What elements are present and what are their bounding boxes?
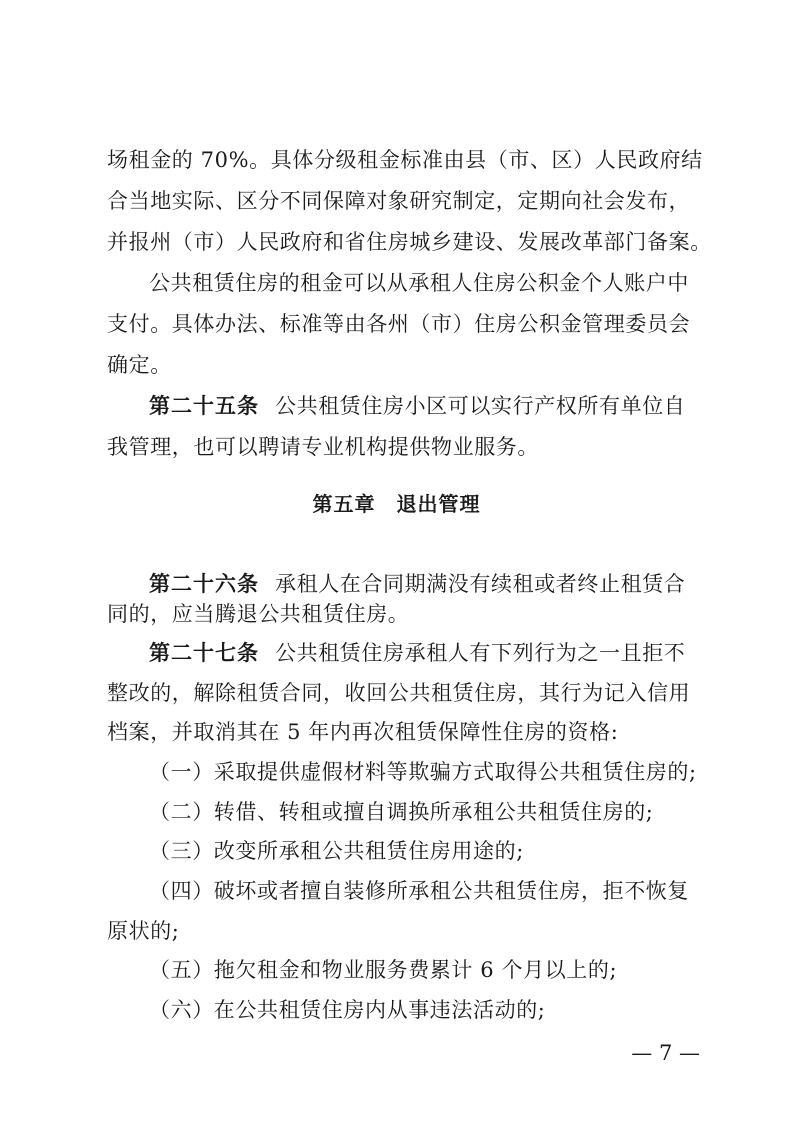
article-27: [149, 638, 691, 668]
paragraph-line: 原状的;: [107, 919, 180, 943]
paragraph-line: 场租金的 70%。具体分级租金标准由县（市、区）人民政府结: [107, 148, 703, 172]
list-item: （四）破坏或者擅自装修所承租公共租赁住房，拒不恢复: [149, 879, 689, 903]
list-item: （一）采取提供虚假材料等欺骗方式取得公共租赁住房的;: [149, 760, 697, 784]
article-text: 承租人在合同期满没有续租或者终止租赁合: [275, 572, 686, 596]
article-label: 第二十五条: [149, 394, 259, 418]
paragraph-line: 并报州（市）人民政府和省住房城乡建设、发展改革部门备案。: [107, 230, 712, 254]
paragraph-line: 公共租赁住房的租金可以从承租人住房公积金个人账户中: [149, 271, 689, 295]
list-item: （三）改变所承租公共租赁住房用途的;: [149, 839, 524, 863]
paragraph-line: 整改的，解除租赁合同，收回公共租赁住房，其行为记入信用: [107, 681, 691, 705]
article-26: [149, 569, 691, 599]
article-label: 第二十七条: [149, 641, 259, 665]
paragraph-line: 合当地实际、区分不同保障对象研究制定，定期向社会发布，: [107, 189, 691, 213]
page-number: — 7 —: [631, 1041, 700, 1065]
paragraph-line: 支付。具体办法、标准等由各州（市）住房公积金管理委员会: [107, 312, 691, 336]
article-text: 公共租赁住房小区可以实行产权所有单位自: [275, 394, 686, 418]
paragraph-line: 我管理，也可以聘请专业机构提供物业服务。: [107, 435, 539, 459]
list-item: （五）拖欠租金和物业服务费累计 6 个月以上的;: [149, 958, 618, 982]
article-25: [149, 391, 691, 421]
list-item: （二）转借、转租或擅自调换所承租公共租赁住房的;: [149, 800, 654, 824]
paragraph-line: 档案，并取消其在 5 年内再次租赁保障性住房的资格:: [107, 720, 619, 744]
paragraph-line: 确定。: [107, 353, 172, 377]
chapter-title: 第五章 退出管理: [312, 492, 481, 516]
paragraph-line: 同的，应当腾退公共租赁住房。: [107, 602, 410, 626]
article-label: 第二十六条: [149, 572, 259, 596]
article-text: 公共租赁住房承租人有下列行为之一且拒不: [275, 641, 686, 665]
list-item: （六）在公共租赁住房内从事违法活动的;: [149, 998, 546, 1022]
